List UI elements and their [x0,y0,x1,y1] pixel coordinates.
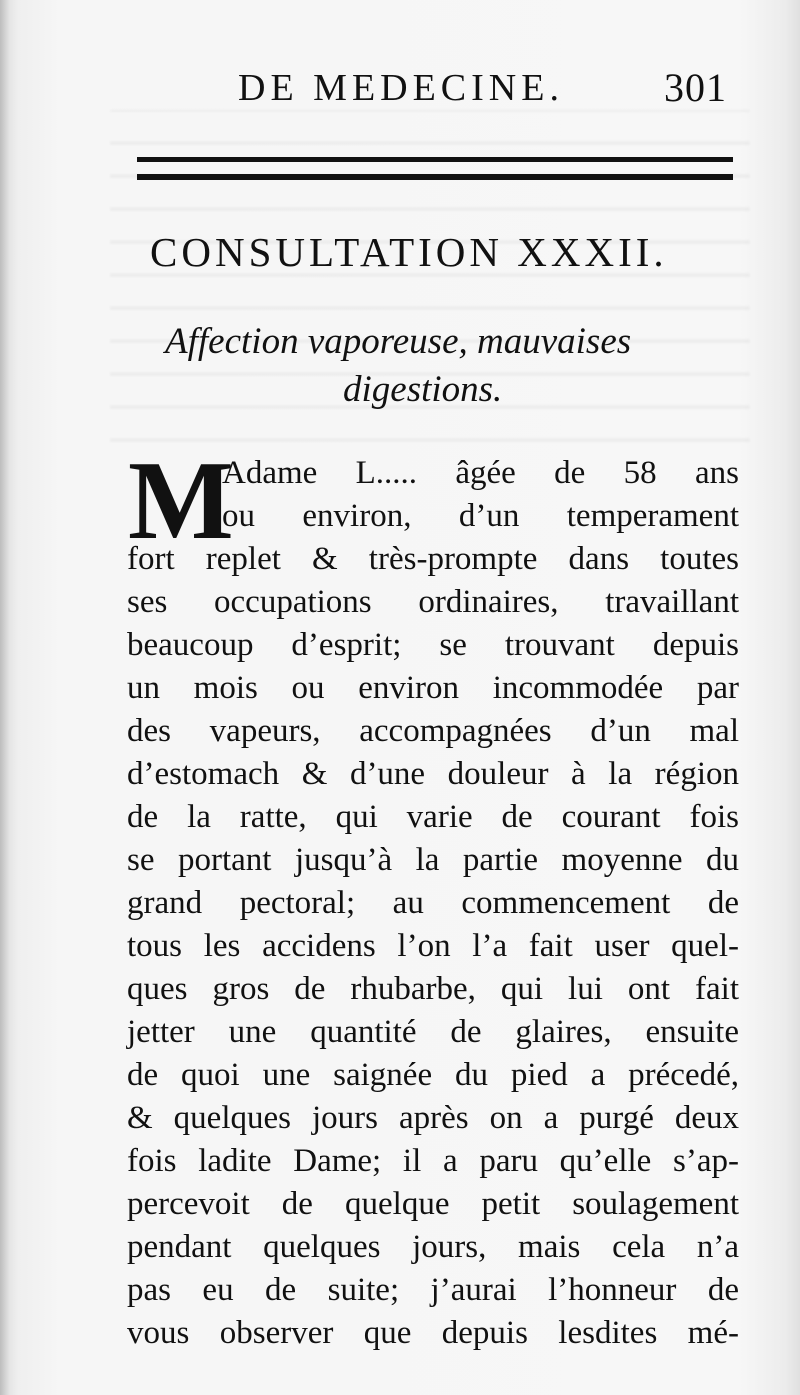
consultation-title: CONSULTATION XXXII. [150,229,668,275]
text-line: tous les accidens l’on l’a fait user quel- [127,928,739,964]
text-line: ses occupations ordinaires, travaillant [127,584,739,620]
text-line: ou environ, d’un temperament [222,498,739,534]
text-line: pas eu de suite; j’aurai l’honneur de [127,1272,739,1308]
text-line: fort replet & très-prompte dans toutes [127,541,739,577]
page-number: 301 [664,65,727,110]
text-line: de quoi une saignée du pied a précedé, [127,1057,739,1093]
running-title: DE MEDECINE. [238,67,564,109]
text-line: un mois ou environ incommodée par [127,670,739,706]
text-line: vous observer que depuis lesdites mé- [127,1315,739,1351]
text-line: fois ladite Dame; il a paru qu’elle s’ap- [127,1143,739,1179]
text-line: Adame L..... âgée de 58 ans [222,455,739,491]
consultation-subtitle-line-2: digestions. [343,369,503,410]
text-line: se portant jusqu’à la partie moyenne du [127,842,739,878]
text-line: d’estomach & d’une douleur à la région [127,756,739,792]
drop-cap: M [128,439,234,563]
text-line: jetter une quantité de glaires, ensuite [127,1014,739,1050]
text-line: beaucoup d’esprit; se trouvant depuis [127,627,739,663]
text-line: des vapeurs, accompagnées d’un mal [127,713,739,749]
text-line: grand pectoral; au commencement de [127,885,739,921]
consultation-subtitle-line-1: Affection vaporeuse, mauvaises [165,321,632,362]
text-line: percevoit de quelque petit soulagement [127,1186,739,1222]
text-line: pendant quelques jours, mais cela n’a [127,1229,739,1265]
text-line: de la ratte, qui varie de courant fois [127,799,739,835]
text-line: & quelques jours après on a purgé deux [127,1100,739,1136]
text-line: ques gros de rhubarbe, qui lui ont fait [127,971,739,1007]
